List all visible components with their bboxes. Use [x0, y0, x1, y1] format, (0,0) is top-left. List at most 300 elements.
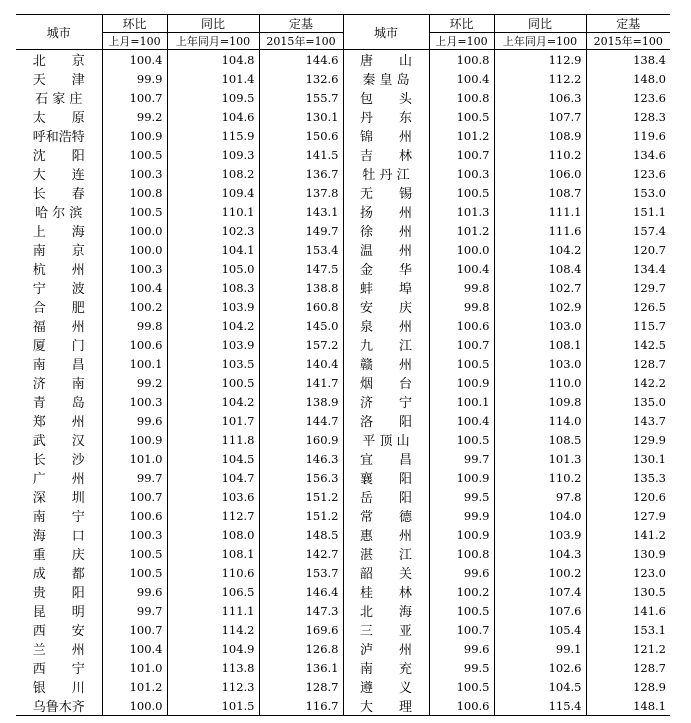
- base-header-right: 定基: [586, 15, 670, 33]
- city-name: 呼和浩特: [32, 130, 85, 145]
- base-value: 142.5: [586, 335, 670, 354]
- yoy-value: 104.2: [167, 316, 259, 335]
- base-value: 145.0: [259, 316, 343, 335]
- base-value: 155.7: [259, 88, 343, 107]
- mom-value: 100.5: [429, 354, 494, 373]
- table-row: [16, 354, 670, 373]
- yoy-value: 103.6: [167, 487, 259, 506]
- city-name: 湛 江: [343, 544, 429, 563]
- city-name: 安 庆: [343, 297, 429, 316]
- city-name: 乌鲁木齐: [16, 696, 102, 716]
- yoy-value: 104.9: [167, 639, 259, 658]
- mom-value: 99.7: [102, 468, 167, 487]
- yoy-value: 111.6: [494, 221, 586, 240]
- yoy-value: 110.6: [167, 563, 259, 582]
- city-name: 哈 尔 滨: [35, 206, 83, 221]
- mom-value: 100.6: [102, 506, 167, 525]
- mom-value: 100.9: [429, 373, 494, 392]
- base-value: 128.7: [259, 677, 343, 696]
- table-row: [16, 658, 670, 677]
- table-row: [16, 392, 670, 411]
- mom-value: 100.8: [102, 183, 167, 202]
- city-name: 北 海: [343, 601, 429, 620]
- base-value: 160.9: [259, 430, 343, 449]
- city-name: 洛 阳: [343, 411, 429, 430]
- city-name: 合 肥: [32, 301, 85, 316]
- city-name: 赣 州: [343, 354, 429, 373]
- base-value: 151.2: [259, 506, 343, 525]
- table-row: [16, 50, 670, 70]
- city-name: 徐 州: [343, 221, 429, 240]
- city-name: 金 华: [343, 259, 429, 278]
- table-row: [16, 620, 670, 639]
- base-value: 156.3: [259, 468, 343, 487]
- base-value: 146.3: [259, 449, 343, 468]
- base-value: 123.0: [586, 563, 670, 582]
- mom-value: 99.7: [102, 601, 167, 620]
- yoy-value: 111.8: [167, 430, 259, 449]
- table-row: [16, 563, 670, 582]
- mom-value: 100.5: [102, 145, 167, 164]
- base-value: 138.9: [259, 392, 343, 411]
- city-name: 贵 阳: [32, 586, 85, 601]
- base-value: 150.6: [259, 126, 343, 145]
- table-row: [16, 677, 670, 696]
- city-name: 成 都: [32, 567, 85, 582]
- base-value: 119.6: [586, 126, 670, 145]
- yoy-value: 109.3: [167, 145, 259, 164]
- base-value: 121.2: [586, 639, 670, 658]
- yoy-value: 109.4: [167, 183, 259, 202]
- yoy-value: 97.8: [494, 487, 586, 506]
- yoy-value: 104.5: [494, 677, 586, 696]
- yoy-value: 112.9: [494, 50, 586, 70]
- yoy-value: 112.2: [494, 69, 586, 88]
- mom-value: 99.2: [102, 107, 167, 126]
- city-name: 兰 州: [32, 643, 85, 658]
- base-subheader-left: 2015年=100: [259, 33, 343, 50]
- yoy-value: 108.0: [167, 525, 259, 544]
- mom-value: 100.5: [102, 563, 167, 582]
- mom-value: 101.0: [102, 449, 167, 468]
- table-row: [16, 183, 670, 202]
- base-value: 123.6: [586, 88, 670, 107]
- mom-value: 99.6: [429, 563, 494, 582]
- city-name: 宁 波: [32, 282, 85, 297]
- city-name: 扬 州: [343, 202, 429, 221]
- city-name: 青 岛: [32, 396, 85, 411]
- yoy-value: 115.9: [167, 126, 259, 145]
- mom-header-left: 环比: [102, 15, 167, 33]
- base-subheader-right: 2015年=100: [586, 33, 670, 50]
- mom-value: 101.2: [429, 221, 494, 240]
- yoy-value: 101.4: [167, 69, 259, 88]
- base-value: 135.3: [586, 468, 670, 487]
- city-name: 韶 关: [343, 563, 429, 582]
- city-name: 秦 皇 岛: [343, 69, 429, 88]
- city-name: 郑 州: [32, 415, 85, 430]
- base-value: 160.8: [259, 297, 343, 316]
- mom-value: 101.0: [102, 658, 167, 677]
- yoy-value: 102.7: [494, 278, 586, 297]
- base-value: 153.7: [259, 563, 343, 582]
- base-value: 144.7: [259, 411, 343, 430]
- base-value: 143.7: [586, 411, 670, 430]
- yoy-value: 108.1: [167, 544, 259, 563]
- city-name: 大 理: [343, 696, 429, 716]
- base-value: 157.4: [586, 221, 670, 240]
- base-value: 169.6: [259, 620, 343, 639]
- base-value: 141.6: [586, 601, 670, 620]
- base-value: 149.7: [259, 221, 343, 240]
- mom-header-right: 环比: [429, 15, 494, 33]
- table-row: [16, 468, 670, 487]
- mom-value: 100.6: [429, 696, 494, 716]
- mom-value: 99.9: [429, 506, 494, 525]
- yoy-value: 107.7: [494, 107, 586, 126]
- yoy-value: 100.5: [167, 373, 259, 392]
- mom-value: 100.9: [429, 525, 494, 544]
- mom-value: 99.5: [429, 487, 494, 506]
- price-index-table: [16, 14, 670, 716]
- base-value: 137.8: [259, 183, 343, 202]
- mom-value: 100.4: [102, 639, 167, 658]
- mom-value: 101.2: [429, 126, 494, 145]
- city-name: 锦 州: [343, 126, 429, 145]
- mom-value: 100.2: [102, 297, 167, 316]
- base-value: 148.5: [259, 525, 343, 544]
- mom-value: 100.3: [102, 259, 167, 278]
- mom-value: 100.8: [429, 50, 494, 70]
- table-row: [16, 544, 670, 563]
- yoy-value: 108.9: [494, 126, 586, 145]
- yoy-value: 103.9: [167, 297, 259, 316]
- mom-value: 100.5: [429, 183, 494, 202]
- yoy-value: 104.6: [167, 107, 259, 126]
- city-name: 宜 昌: [343, 449, 429, 468]
- table-row: [16, 316, 670, 335]
- mom-value: 100.3: [102, 392, 167, 411]
- mom-value: 99.6: [102, 411, 167, 430]
- city-name: 杭 州: [32, 263, 85, 278]
- yoy-value: 106.0: [494, 164, 586, 183]
- city-name: 泸 州: [343, 639, 429, 658]
- table-body: [16, 50, 670, 716]
- yoy-value: 100.2: [494, 563, 586, 582]
- city-name: 石 家 庄: [35, 92, 83, 107]
- table-row: [16, 696, 670, 716]
- yoy-value: 101.5: [167, 696, 259, 716]
- city-name: 温 州: [343, 240, 429, 259]
- table-row: [16, 145, 670, 164]
- mom-value: 100.5: [429, 601, 494, 620]
- header-row: [16, 15, 670, 33]
- mom-value: 100.4: [429, 259, 494, 278]
- base-value: 157.2: [259, 335, 343, 354]
- city-name: 深 圳: [32, 491, 85, 506]
- mom-value: 100.5: [429, 430, 494, 449]
- yoy-subheader-left: 上年同月=100: [167, 33, 259, 50]
- mom-value: 99.6: [102, 582, 167, 601]
- city-name: 北 京: [32, 54, 85, 69]
- table-row: [16, 278, 670, 297]
- city-name: 大 连: [32, 168, 85, 183]
- city-name: 福 州: [32, 320, 85, 335]
- city-name: 济 南: [32, 377, 85, 392]
- city-name: 武 汉: [32, 434, 85, 449]
- mom-value: 101.3: [429, 202, 494, 221]
- base-value: 151.1: [586, 202, 670, 221]
- table-row: [16, 221, 670, 240]
- city-name: 无 锡: [343, 183, 429, 202]
- yoy-value: 109.8: [494, 392, 586, 411]
- table-row: [16, 506, 670, 525]
- yoy-value: 102.3: [167, 221, 259, 240]
- base-value: 140.4: [259, 354, 343, 373]
- table-row: [16, 525, 670, 544]
- table-row: [16, 259, 670, 278]
- base-value: 136.1: [259, 658, 343, 677]
- city-header-right: 城市: [343, 15, 429, 50]
- table-row: [16, 430, 670, 449]
- base-value: 130.9: [586, 544, 670, 563]
- city-name: 牡 丹 江: [343, 164, 429, 183]
- city-name: 南 宁: [32, 510, 85, 525]
- yoy-value: 106.3: [494, 88, 586, 107]
- mom-value: 99.2: [102, 373, 167, 392]
- mom-value: 100.0: [102, 240, 167, 259]
- yoy-value: 108.7: [494, 183, 586, 202]
- yoy-value: 112.3: [167, 677, 259, 696]
- yoy-header-left: 同比: [167, 15, 259, 33]
- base-value: 138.4: [586, 50, 670, 70]
- yoy-value: 110.1: [167, 202, 259, 221]
- yoy-value: 110.0: [494, 373, 586, 392]
- base-value: 136.7: [259, 164, 343, 183]
- city-name: 平 顶 山: [343, 430, 429, 449]
- yoy-value: 108.2: [167, 164, 259, 183]
- city-name: 泉 州: [343, 316, 429, 335]
- yoy-value: 103.0: [494, 316, 586, 335]
- city-name: 襄 阳: [343, 468, 429, 487]
- yoy-value: 107.4: [494, 582, 586, 601]
- base-value: 115.7: [586, 316, 670, 335]
- city-name: 重 庆: [32, 548, 85, 563]
- city-name: 三 亚: [343, 620, 429, 639]
- base-value: 126.5: [586, 297, 670, 316]
- mom-value: 100.5: [102, 202, 167, 221]
- city-name: 包 头: [343, 88, 429, 107]
- base-value: 129.7: [586, 278, 670, 297]
- yoy-value: 104.2: [494, 240, 586, 259]
- yoy-value: 104.3: [494, 544, 586, 563]
- table-row: [16, 449, 670, 468]
- base-value: 151.2: [259, 487, 343, 506]
- table-row: [16, 240, 670, 259]
- mom-value: 100.5: [102, 544, 167, 563]
- city-name: 南 昌: [32, 358, 85, 373]
- base-value: 128.7: [586, 658, 670, 677]
- mom-value: 100.7: [429, 620, 494, 639]
- table-row: [16, 373, 670, 392]
- table-row: [16, 335, 670, 354]
- city-name: 西 宁: [32, 662, 85, 677]
- city-name: 南 京: [32, 244, 85, 259]
- mom-value: 100.4: [429, 69, 494, 88]
- base-value: 141.5: [259, 145, 343, 164]
- base-value: 132.6: [259, 69, 343, 88]
- base-value: 123.6: [586, 164, 670, 183]
- base-value: 146.4: [259, 582, 343, 601]
- table-row: [16, 107, 670, 126]
- base-value: 120.7: [586, 240, 670, 259]
- yoy-value: 114.0: [494, 411, 586, 430]
- city-name: 烟 台: [343, 373, 429, 392]
- base-value: 129.9: [586, 430, 670, 449]
- city-name: 厦 门: [32, 339, 85, 354]
- table-row: [16, 601, 670, 620]
- mom-value: 100.8: [429, 544, 494, 563]
- base-value: 153.1: [586, 620, 670, 639]
- yoy-value: 108.1: [494, 335, 586, 354]
- yoy-value: 108.4: [494, 259, 586, 278]
- city-name: 岳 阳: [343, 487, 429, 506]
- mom-value: 100.1: [429, 392, 494, 411]
- mom-value: 100.0: [429, 240, 494, 259]
- mom-value: 100.3: [102, 164, 167, 183]
- base-value: 143.1: [259, 202, 343, 221]
- mom-value: 100.6: [102, 335, 167, 354]
- base-value: 134.6: [586, 145, 670, 164]
- mom-value: 99.5: [429, 658, 494, 677]
- mom-value: 100.9: [102, 126, 167, 145]
- table-row: [16, 297, 670, 316]
- mom-value: 100.6: [429, 316, 494, 335]
- city-name: 遵 义: [343, 677, 429, 696]
- base-value: 142.2: [586, 373, 670, 392]
- mom-value: 100.9: [102, 430, 167, 449]
- table-row: [16, 88, 670, 107]
- base-value: 153.0: [586, 183, 670, 202]
- city-name: 上 海: [32, 225, 85, 240]
- city-name: 广 州: [32, 472, 85, 487]
- mom-subheader-right: 上月=100: [429, 33, 494, 50]
- yoy-value: 110.2: [494, 145, 586, 164]
- mom-value: 100.9: [429, 468, 494, 487]
- yoy-value: 103.9: [167, 335, 259, 354]
- yoy-value: 115.4: [494, 696, 586, 716]
- city-name: 丹 东: [343, 107, 429, 126]
- table-row: [16, 202, 670, 221]
- base-value: 120.6: [586, 487, 670, 506]
- yoy-value: 110.2: [494, 468, 586, 487]
- base-value: 147.3: [259, 601, 343, 620]
- mom-subheader-left: 上月=100: [102, 33, 167, 50]
- base-value: 138.8: [259, 278, 343, 297]
- base-value: 153.4: [259, 240, 343, 259]
- mom-value: 100.7: [429, 335, 494, 354]
- yoy-value: 105.0: [167, 259, 259, 278]
- mom-value: 99.8: [429, 297, 494, 316]
- mom-value: 99.8: [102, 316, 167, 335]
- base-value: 130.1: [259, 107, 343, 126]
- yoy-value: 103.5: [167, 354, 259, 373]
- mom-value: 100.5: [429, 677, 494, 696]
- mom-value: 100.7: [102, 620, 167, 639]
- yoy-subheader-right: 上年同月=100: [494, 33, 586, 50]
- city-name: 天 津: [32, 73, 85, 88]
- table-row: [16, 487, 670, 506]
- city-name: 吉 林: [343, 145, 429, 164]
- yoy-value: 111.1: [167, 601, 259, 620]
- base-value: 144.6: [259, 50, 343, 70]
- base-value: 116.7: [259, 696, 343, 716]
- mom-value: 100.3: [429, 164, 494, 183]
- table-row: [16, 126, 670, 145]
- mom-value: 100.5: [429, 107, 494, 126]
- yoy-value: 108.5: [494, 430, 586, 449]
- base-value: 141.2: [586, 525, 670, 544]
- base-value: 130.5: [586, 582, 670, 601]
- mom-value: 99.8: [429, 278, 494, 297]
- yoy-value: 107.6: [494, 601, 586, 620]
- base-value: 142.7: [259, 544, 343, 563]
- city-name: 九 江: [343, 335, 429, 354]
- yoy-value: 113.8: [167, 658, 259, 677]
- yoy-value: 111.1: [494, 202, 586, 221]
- base-value: 148.1: [586, 696, 670, 716]
- yoy-value: 101.7: [167, 411, 259, 430]
- base-value: 135.0: [586, 392, 670, 411]
- table-row: [16, 639, 670, 658]
- city-name: 常 德: [343, 506, 429, 525]
- table-row: [16, 411, 670, 430]
- mom-value: 100.4: [102, 50, 167, 70]
- city-name: 惠 州: [343, 525, 429, 544]
- yoy-value: 103.9: [494, 525, 586, 544]
- mom-value: 100.8: [429, 88, 494, 107]
- yoy-value: 104.0: [494, 506, 586, 525]
- yoy-value: 99.1: [494, 639, 586, 658]
- base-header-left: 定基: [259, 15, 343, 33]
- base-value: 147.5: [259, 259, 343, 278]
- mom-value: 100.7: [102, 487, 167, 506]
- base-value: 128.3: [586, 107, 670, 126]
- city-name: 蚌 埠: [343, 278, 429, 297]
- yoy-value: 102.9: [494, 297, 586, 316]
- city-name: 济 宁: [343, 392, 429, 411]
- table-row: [16, 164, 670, 183]
- mom-value: 101.2: [102, 677, 167, 696]
- base-value: 127.9: [586, 506, 670, 525]
- yoy-header-right: 同比: [494, 15, 586, 33]
- table-row: [16, 69, 670, 88]
- yoy-value: 102.6: [494, 658, 586, 677]
- city-name: 桂 林: [343, 582, 429, 601]
- mom-value: 99.6: [429, 639, 494, 658]
- mom-value: 100.1: [102, 354, 167, 373]
- base-value: 130.1: [586, 449, 670, 468]
- yoy-value: 104.5: [167, 449, 259, 468]
- city-name: 唐 山: [343, 50, 429, 70]
- base-value: 128.7: [586, 354, 670, 373]
- base-value: 141.7: [259, 373, 343, 392]
- mom-value: 100.2: [429, 582, 494, 601]
- base-value: 148.0: [586, 69, 670, 88]
- city-name: 海 口: [32, 529, 85, 544]
- city-name: 长 沙: [32, 453, 85, 468]
- city-name: 太 原: [32, 111, 85, 126]
